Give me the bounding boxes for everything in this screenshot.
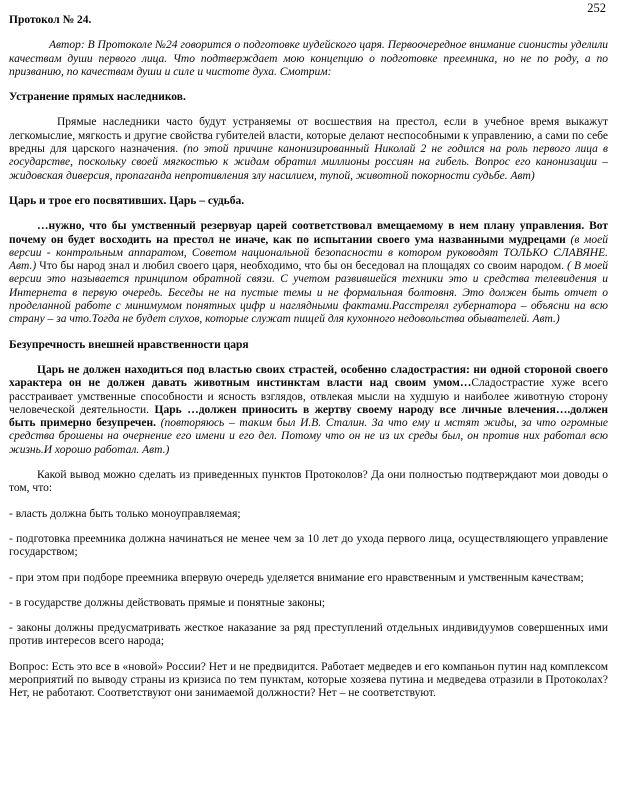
- bullet-item: - законы должны предусматривать жесткое наказание за ряд преступлений отдельных индивидуумов совершенных ими против интересов всего народа;: [9, 622, 608, 648]
- text-segment: (по этой причине канонизированный Николай 2 не годился на роль первого лица в государстве, поскольку своей мягкостью к жидам обратил миллионы россиян на гибель. Вопрос его канонизации – жидовская диверсия, пропаганда непротивления злу насилием, тупой, животной покорности судьбе. Авт): [9, 143, 608, 182]
- text-segment: (в моей версии - контрольным аппаратом, Советом национальной безопасности в котором руководят ТОЛЬКО СЛАВЯНЕ. Авт.): [9, 233, 608, 273]
- section-heading-heirs: Устранение прямых наследников.: [9, 91, 186, 104]
- bullet-item: - при этом при подборе преемника впервую очередь уделяется внимание его нравственным и умственным качествам;: [9, 571, 584, 584]
- text-segment: Какой вывод можно сделать из приведенных пунктов Протоколов? Да они полностью подтверждают мои доводы о том, что:: [9, 469, 608, 495]
- doc-title: Протокол № 24.: [9, 14, 92, 26]
- bullet-item: - власть должна быть только моноуправляемая;: [9, 507, 241, 520]
- text-segment: Сладострастие хуже всего расстраивает умственные способности и ясность взглядов, отвлекая мысли на худшую и наиболее животную сторону человеческой деятельности.: [9, 377, 608, 416]
- bullet-item: - в государстве должны действовать прямые и понятные законы;: [9, 596, 326, 609]
- text-segment: …нужно, что бы умственный резервуар царей соответствовал вмещаемому в нем плану управления. Вот почему он будет восходить на престол не иначе, как по испытании своего ума названными мудрецами: [9, 220, 608, 246]
- text-segment: Что бы народ знал и любил своего царя, необходимо, что бы он беседовал на площадях со своим народом.: [39, 260, 568, 273]
- closing-paragraph: Вопрос: Есть это все в «новой» России? Нет и не предвидится. Работает медведев и его компаньон путин над комплексом мероприятий по выводу страны из кризиса по тем пунктам, которые хозяева путина и медведева отразили в Протоколах? Нет, не работают. Соответствуют они занимаемой должности? Нет – не соответствуют.: [9, 660, 608, 700]
- section-paragraph-morality: [9, 364, 608, 457]
- text-segment: Царь не должен находиться под властью своих страстей, особенно сладострастия: ни одной стороной своего характера он не должен давать животным инстинктам власти над своим умом…: [9, 363, 608, 390]
- author-intro-paragraph: [9, 39, 608, 79]
- text-segment: Автор: В Протоколе №24 говорится о подготовке иудейского царя. Первоочередное внимание сионисты уделили качествам души первого лица. Что подтверждает мою концепцию о подготовке преемника, но не по роду, а по призванию, по качествам души и силе и чистоте духа. Смотрим:: [9, 39, 608, 78]
- section-paragraph-tsar-fate: [9, 220, 608, 326]
- section-paragraph-heirs: [9, 116, 608, 182]
- text-segment: Царь …должен приносить в жертву своему народу все личные влечения….должен быть примерно безупречен.: [9, 403, 609, 430]
- section-heading-morality: Безупречность внешней нравственности царя: [9, 338, 249, 351]
- page-number: 252: [587, 1, 606, 15]
- section-heading-tsar-fate: Царь и трое его посвятивших. Царь – судьба.: [9, 194, 245, 207]
- bullet-item: - подготовка преемника должна начинаться не менее чем за 10 лет до ухода первого лица, осуществляющего управление государством;: [9, 532, 608, 559]
- text-segment: (повторяюсь – таким был И.В. Сталин. За что ему и мстят жиды, за что огромные средства брошены на очернение его имени и его дел. Потому что он не из их среды был, он против них работал всю жизнь.И хорошо работал. Авт.): [9, 417, 608, 456]
- conclusion-intro-paragraph: [9, 469, 608, 496]
- text-segment: ( В моей версии это называется принципом обратной связи. С учетом развившейся техники это и средства телевидения и Интернета в первую очередь. Беседы не на пустые темы и не формальная болтовня. Это должен быть отчет о проделанной работе с минимумом понятных цифр и наглядными фактами.Расстрелял губернатора – объясни на всю страну – за что.Тогда не будет слухов, которые служат пищей для кухонного недовольства обывателей. Авт.): [9, 260, 608, 326]
- text-segment: Прямые наследники часто будут устраняемы от восшествия на престол, если в учебное время выкажут легкомыслие, мягкость и другие свойства губителей власти, которые делают неспособными к управлению, а сами по себе вредны для царского назначения.: [9, 116, 608, 156]
